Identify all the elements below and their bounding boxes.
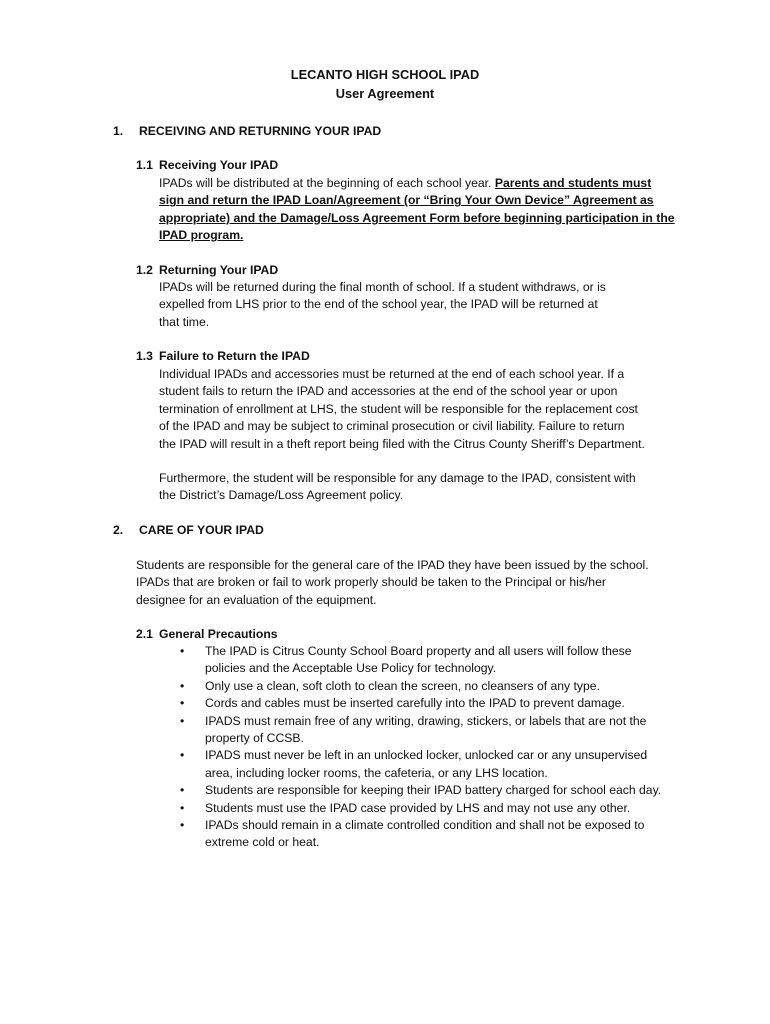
bullet-icon: • (180, 678, 185, 693)
list-item: • Only use a clean, soft cloth to clean the screen, no cleansers of any type. (180, 678, 700, 695)
paragraph-line: IPADs will be returned during the final month of school. If a student withdraws, or is (159, 280, 606, 294)
document-subtitle: User Agreement (335, 86, 435, 101)
subsection-1-1-number: 1.1 (136, 158, 153, 172)
paragraph-line: termination of enrollment at LHS, the student will be responsible for the replacement cost (159, 401, 638, 416)
subsection-1-2-body (159, 279, 689, 331)
list-item: • IPADs should remain in a climate controlled condition and shall not be exposed to extreme cold or heat. (180, 818, 645, 850)
bullet-icon: • (180, 713, 185, 728)
paragraph-line: designee for an evaluation of the equipment. (136, 592, 377, 607)
agreement-requirement-4: IPAD program. (159, 228, 244, 243)
paragraph-line: that time. (159, 314, 210, 329)
agreement-requirement-3: appropriate) and the Damage/Loss Agreement Form before beginning participation in the (159, 210, 675, 225)
bullet-icon: • (180, 644, 185, 658)
bullet-icon: • (180, 800, 185, 815)
subsection-2-1-number: 2.1 (136, 627, 153, 641)
list-item: • Cords and cables must be inserted carefully into the IPAD to prevent damage. (180, 695, 700, 712)
paragraph-line: the IPAD will result in a theft report being filed with the Citrus County Sheriff’s Department. (159, 436, 645, 451)
bullet-icon: • (180, 748, 185, 763)
list-item: • Students must use the IPAD case provided by LHS and may not use any other. (180, 800, 700, 817)
subsection-1-2-heading: Returning Your IPAD (159, 263, 279, 277)
subsection-1-1-body (159, 175, 689, 245)
bullet-icon: • (180, 818, 185, 833)
subsection-1-3-body (159, 366, 689, 453)
list-item: • IPADS must remain free of any writing, drawing, stickers, or labels that are not the property of CCSB. (180, 713, 647, 746)
bullet-icon: • (180, 696, 185, 711)
paragraph-line: student fails to return the IPAD and accessories at the end of the school year or upon (159, 384, 618, 399)
section-2-heading: CARE OF YOUR IPAD (139, 523, 264, 537)
document-title: LECANTO HIGH SCHOOL IPAD (290, 67, 480, 82)
paragraph-line: IPADs that are broken or fail to work properly should be taken to the Principal or his/her (136, 575, 606, 590)
section-1-heading: RECEIVING AND RETURNING YOUR IPAD (139, 124, 382, 138)
precautions-list (180, 643, 700, 852)
paragraph-line: Furthermore, the student will be responsible for any damage to the IPAD, consistent with (159, 471, 636, 485)
paragraph-line: Students are responsible for the general care of the IPAD they have been issued by the school. (136, 558, 649, 572)
list-item: • Students are responsible for keeping their IPAD battery charged for school each day. (180, 782, 700, 799)
receiving-text: IPADs will be distributed at the beginning of each school year. (159, 176, 495, 190)
subsection-1-3-heading: Failure to Return the IPAD (159, 349, 310, 363)
agreement-requirement-1: Parents and students must (494, 176, 652, 190)
paragraph-line: of the IPAD and may be subject to criminal prosecution or civil liability. Failure to return (159, 419, 625, 434)
subsection-1-2-number: 1.2 (136, 263, 153, 277)
list-item: • The IPAD is Citrus County School Board property and all users will follow these policies and the Acceptable Use Policy for technology. (180, 644, 632, 676)
subsection-1-3-body-2 (159, 470, 689, 505)
list-item: • IPADS must never be left in an unlocked locker, unlocked car or any unsupervised area, including locker rooms, the cafeteria, or any LHS location. (180, 748, 648, 780)
paragraph-line: the District’s Damage/Loss Agreement policy. (159, 488, 404, 503)
subsection-1-1-heading: Receiving Your IPAD (159, 158, 279, 172)
section-2-number: 2. (113, 523, 124, 537)
section-2-intro (136, 557, 696, 609)
subsection-2-1-heading: General Precautions (159, 627, 278, 641)
paragraph-line: Individual IPADs and accessories must be returned at the end of each school year. If a (159, 367, 625, 381)
bullet-icon: • (180, 783, 185, 798)
agreement-requirement-2: sign and return the IPAD Loan/Agreement (or “Bring Your Own Device” Agreement as (159, 193, 654, 208)
section-1-number: 1. (113, 124, 124, 138)
paragraph-line: expelled from LHS prior to the end of the school year, the IPAD will be returned at (159, 297, 598, 312)
subsection-1-3-number: 1.3 (136, 349, 153, 363)
